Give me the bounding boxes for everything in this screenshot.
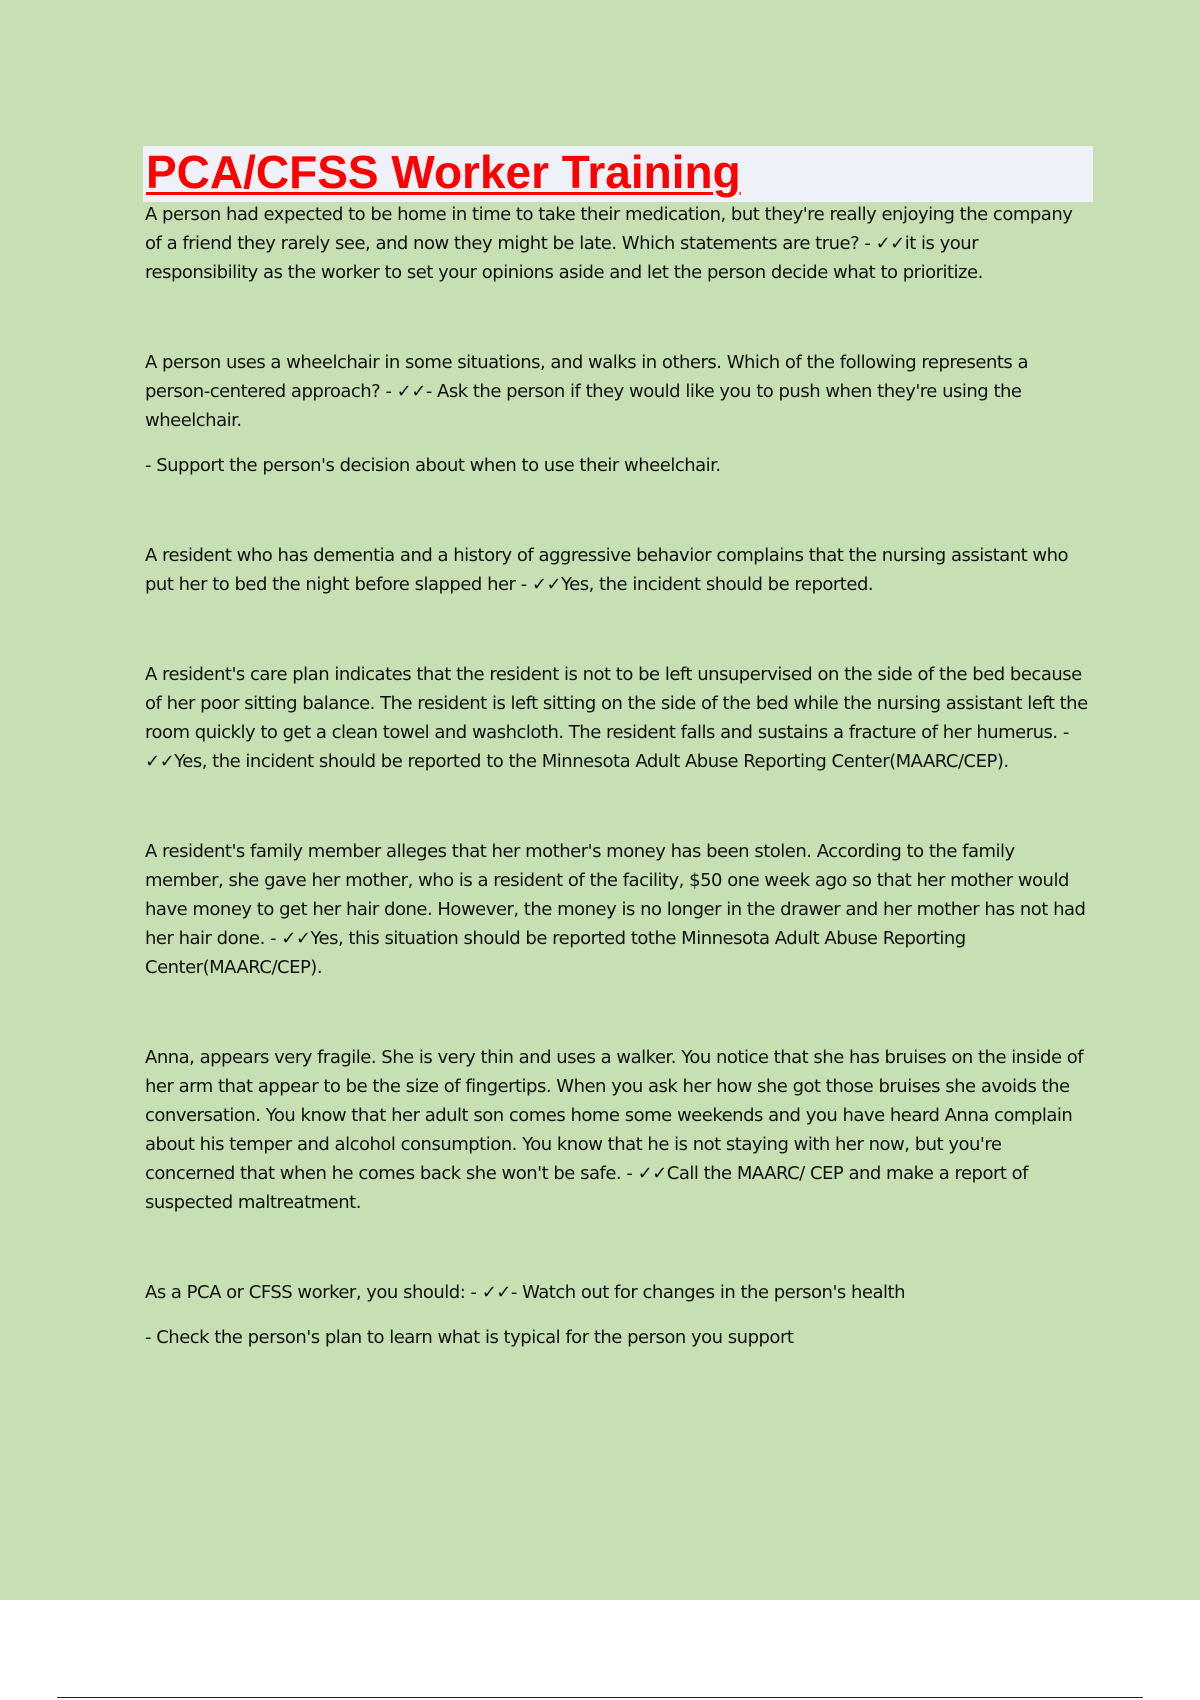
qa-text: A resident's family member alleges that her mother's money has been stolen. According to the family member, she gave her mother, who is a resident of the facility, $50 one week ago so that her mother would have money to get her hair done. However, the money is no longer in the drawer and her mother has not had her hair done. - ✓✓Yes, this situation should be reported tothe Minnesota Adult Abuse Reporting Center(MAARC/CEP).	[145, 841, 1086, 978]
qa-item	[145, 541, 1090, 599]
qa-text: A resident who has dementia and a history of aggressive behavior complains that the nursing assistant who put her to bed the night before slapped her - ✓✓Yes, the incident should be reported.	[145, 545, 1069, 595]
qa-item	[145, 1043, 1090, 1217]
qa-text: A person had expected to be home in time to take their medication, but they're really enjoying the company of a friend they rarely see, and now they might be late. Which statements are true? - ✓✓it is your responsibility as the worker to set your opinions aside and let the person decide what to prioritize.	[145, 204, 1073, 283]
qa-list	[145, 200, 1090, 1352]
page-title: PCA/CFSS Worker Training	[146, 146, 741, 198]
qa-item	[145, 200, 1090, 287]
qa-item	[145, 837, 1090, 982]
qa-text: A resident's care plan indicates that the resident is not to be left unsupervised on the side of the bed because of her poor sitting balance. The resident is left sitting on the side of the bed while the nursing assistant left the room quickly to get a clean towel and washcloth. The resident falls and sustains a fracture of her humerus. - ✓✓Yes, the incident should be reported to the Minnesota Adult Abuse Reporting Center(MAARC/CEP).	[145, 664, 1088, 772]
qa-text: Anna, appears very fragile. She is very thin and uses a walker. You notice that she has bruises on the inside of her arm that appear to be the size of fingertips. When you ask her how she got those bruises she avoids the conversation. You know that her adult son comes home some weekends and you have heard Anna complain about his temper and alcohol consumption. You know that he is not staying with her now, but you're concerned that when he comes back she won't be safe. - ✓✓Call the MAARC/ CEP and make a report of suspected maltreatment.	[145, 1047, 1084, 1213]
qa-item	[145, 348, 1090, 480]
qa-item	[145, 1278, 1090, 1352]
qa-item	[145, 660, 1090, 776]
qa-text: - Support the person's decision about when to use their wheelchair.	[145, 455, 721, 476]
footer-divider	[57, 1697, 1143, 1698]
qa-text: A person uses a wheelchair in some situations, and walks in others. Which of the following represents a person-centered approach? - ✓✓- Ask the person if they would like you to push when they're using the wheelchair.	[145, 352, 1029, 431]
qa-text: - Check the person's plan to learn what is typical for the person you support	[145, 1327, 794, 1348]
qa-text: As a PCA or CFSS worker, you should: - ✓✓- Watch out for changes in the person's health	[145, 1282, 905, 1303]
